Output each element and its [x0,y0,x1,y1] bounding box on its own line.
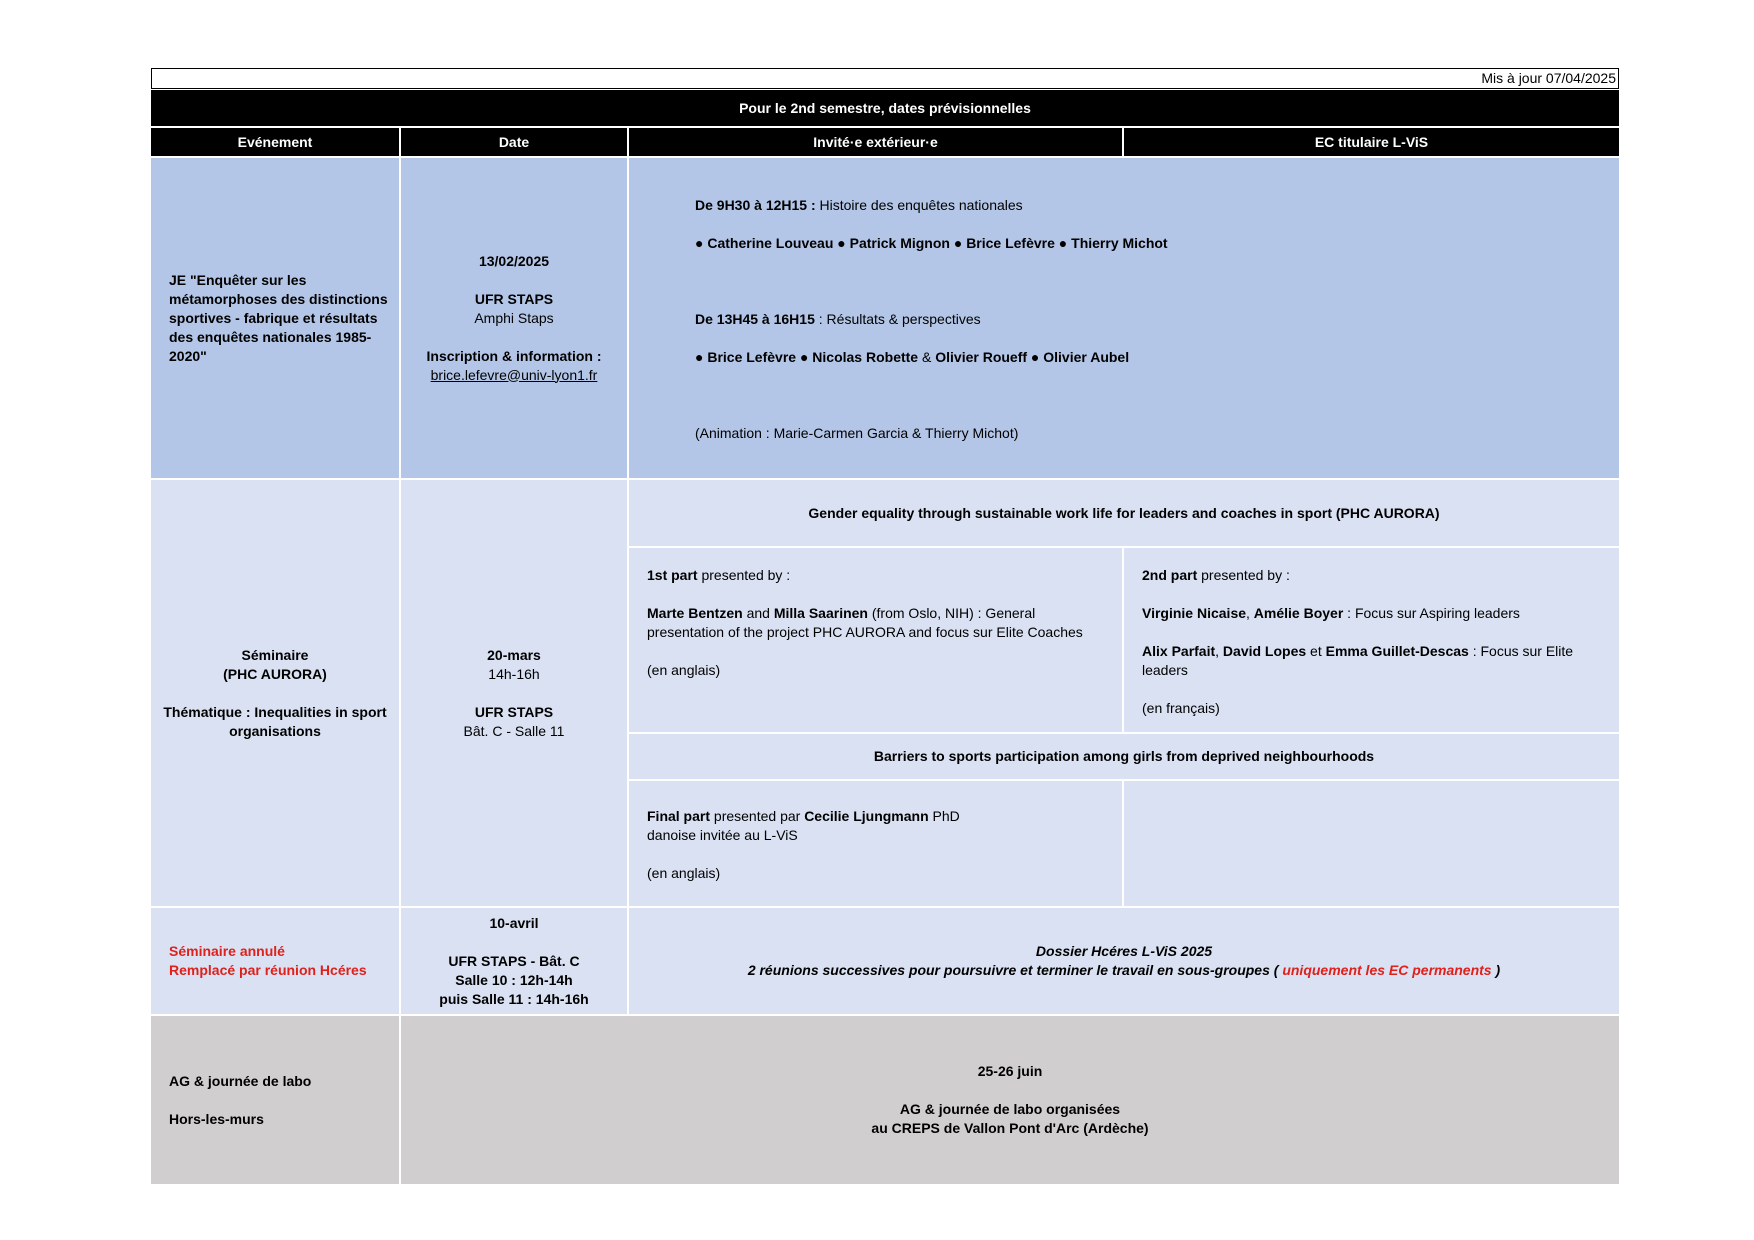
schedule-sheet [151,68,1619,1184]
guest-cell [629,480,1619,906]
language-note: (en français) [1142,700,1220,716]
speaker-name: Emma Guillet-Descas [1325,643,1469,659]
language-note: (en anglais) [647,662,721,678]
event-room: Amphi Staps [474,309,554,326]
contact-email-link[interactable]: brice.lefevre@univ-lyon1.fr [430,366,598,383]
header-ec: EC titulaire L-ViS [1124,128,1619,156]
final-part-label: Final part [647,808,711,824]
event-time: 14h-16h [488,665,540,682]
cancelled-label: Séminaire annulé [169,943,285,959]
event-venue: UFR STAPS [474,290,554,307]
date-cell [401,908,629,1014]
speaker-name: Cecilie Ljungmann [804,808,929,824]
meeting-description: 2 réunions successives pour poursuivre et terminer le travail en sous-groupes ( [747,962,1279,978]
event-cell [151,158,401,478]
morning-topic: Histoire des enquêtes nationales [815,197,1023,213]
event-description: AG & journée de labo organisées [899,1101,1121,1117]
event-location: au CREPS de Vallon Pont d'Arc (Ardèche) [871,1120,1149,1136]
part-1-description: (from Oslo, NIH) : General presentation of the project PHC AURORA and focus sur Elite Coaches [647,605,1083,640]
closing-paren: ) [1491,962,1501,978]
joiner: , [1246,605,1254,621]
morning-time: De 9H30 à 12H15 : [695,197,816,213]
speaker-name: Amélie Boyer [1253,605,1344,621]
afternoon-amp: & [918,349,936,365]
guest-cell [629,158,1619,478]
event-slot: Salle 10 : 12h-14h [455,971,573,988]
meeting-title: Dossier Hcéres L-ViS 2025 [1035,943,1213,959]
semester-banner: Pour le 2nd semestre, dates prévisionnelles [151,90,1619,126]
event-date: 20-mars [487,646,541,663]
part-2-focus: : Focus sur Elite leaders [1142,643,1574,678]
final-part [629,781,1124,906]
speaker-name: Marte Bentzen [647,605,743,621]
guest-cell [629,908,1619,1014]
joiner: et [1306,643,1326,659]
meeting-audience: uniquement les EC permanents [1278,962,1492,978]
merged-cell [401,1016,1619,1184]
session-parts [629,781,1619,906]
event-cell [151,480,401,906]
table-row [151,156,1619,478]
event-title: Séminaire [241,646,309,663]
event-theme: Thématique : Inequalities in sport organisations [163,703,387,739]
speaker-name: Virginie Nicaise [1142,605,1247,621]
date-cell [401,480,629,906]
animation-note: (Animation : Marie-Carmen Garcia & Thierry Michot) [695,425,1019,441]
replacement-label: Remplacé par réunion Hcéres [169,962,367,978]
table-row [151,478,1619,906]
joiner: , [1215,643,1223,659]
afternoon-topic: : Résultats & perspectives [814,311,981,327]
afternoon-speakers-2: Olivier Roueff ● Olivier Aubel [935,349,1130,365]
event-date: 10-avril [489,914,539,931]
afternoon-time: De 13H45 à 16H15 [695,311,815,327]
event-subtitle: Hors-les-murs [169,1110,264,1127]
info-label: Inscription & information : [426,347,602,364]
final-part-by: presented par [710,808,805,824]
part-1-by: presented by : [697,567,791,583]
table-row [151,1014,1619,1184]
column-headers [151,128,1619,156]
event-room: Bât. C - Salle 11 [463,722,565,739]
empty-cell [1124,781,1619,906]
morning-speakers: ● Catherine Louveau ● Patrick Mignon ● Brice Lefèvre ● Thierry Michot [695,235,1168,251]
header-date: Date [401,128,629,156]
event-slot: puis Salle 11 : 14h-16h [439,990,589,1007]
session-parts [629,548,1619,734]
final-part-description: PhD danoise invitée au L-ViS [647,808,960,843]
event-subtitle: (PHC AURORA) [223,665,327,682]
event-venue: UFR STAPS [474,703,554,720]
speaker-name: Milla Saarinen [773,605,868,621]
part-1-label: 1st part [647,567,698,583]
part-2-focus: : Focus sur Aspiring leaders [1343,605,1520,621]
event-cell [151,908,401,1014]
part-2-label: 2nd part [1142,567,1198,583]
header-guest: Invité·e extérieur·e [629,128,1124,156]
language-note: (en anglais) [647,865,721,881]
part-1 [629,548,1124,732]
session-title: Barriers to sports participation among girls from deprived neighbourhoods [629,734,1619,781]
afternoon-speakers-1: ● Brice Lefèvre ● Nicolas Robette [695,349,919,365]
header-event: Evénement [151,128,401,156]
joiner: and [742,605,774,621]
updated-date: Mis à jour 07/04/2025 [151,68,1619,89]
table-row [151,906,1619,1014]
part-2-by: presented by : [1197,567,1290,583]
date-cell [401,158,629,478]
event-date: 13/02/2025 [478,252,550,269]
event-venue: UFR STAPS - Bât. C [448,952,580,969]
event-date: 25-26 juin [977,1063,1043,1079]
event-cell [151,1016,401,1184]
speaker-name: Alix Parfait [1142,643,1216,659]
speaker-name: David Lopes [1222,643,1307,659]
part-2 [1124,548,1619,732]
event-title: AG & journée de labo [169,1072,312,1089]
session-title: Gender equality through sustainable work life for leaders and coaches in sport (PHC AURORA) [629,480,1619,548]
event-title: JE "Enquêter sur les métamorphoses des distinctions sportives - fabrique et résultats des enquêtes nationales 1985-2020" [169,271,388,364]
